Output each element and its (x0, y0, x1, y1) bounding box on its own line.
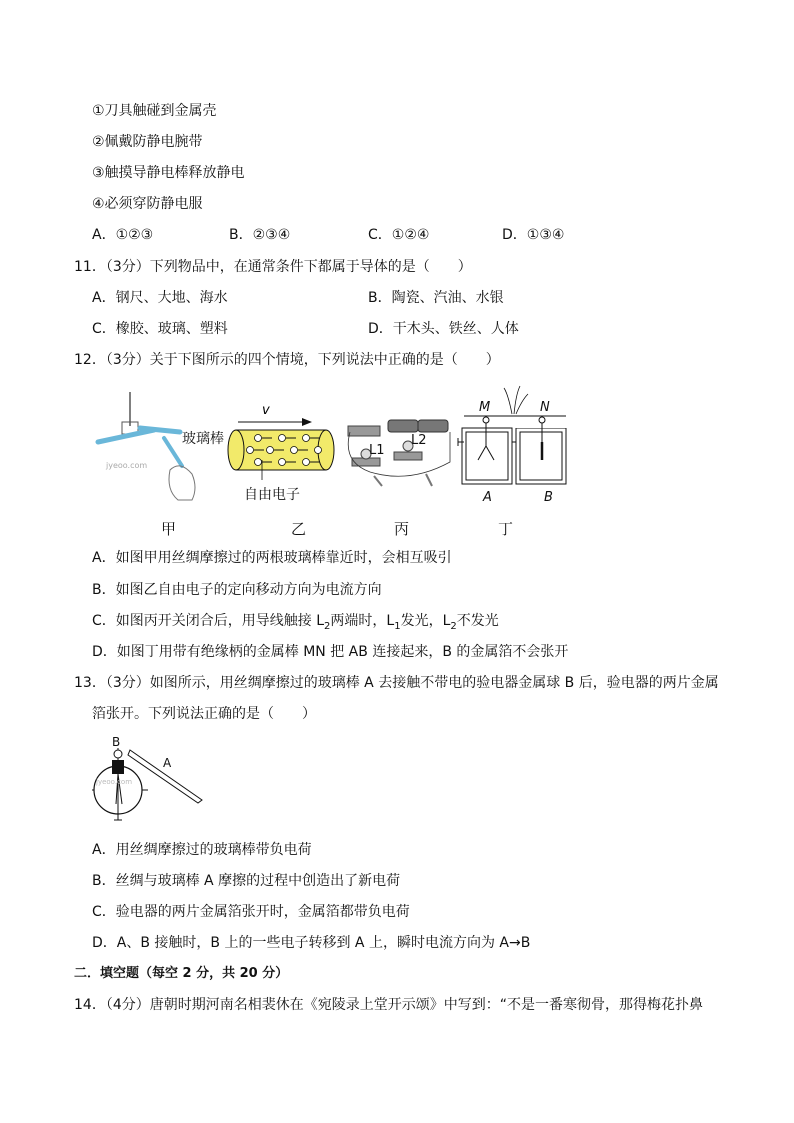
q12-figure-yi (226, 400, 340, 480)
q12-caption-yi: 乙 (291, 520, 307, 538)
q10-option-c: C．①②④ (368, 227, 430, 243)
q11-option-b: B．陶瓷、汽油、水银 (368, 290, 504, 306)
q12-ding-electroscope-b (512, 428, 572, 488)
q12-jia-watermark: jyeoo.com (106, 461, 148, 470)
q12-option-c: C．如图丙开关闭合后，用导线触接 $L_2$两端时，$L_1$发光，$L_2$不发光 (92, 613, 499, 632)
q10-item-4: ④必须穿防静电服 (92, 196, 203, 212)
q12-caption-ding: 丁 (498, 520, 514, 538)
q10-item-3: ③触摸导静电棒释放静电 (92, 165, 245, 181)
q10-item-1: ①刀具触碰到金属壳 (92, 103, 217, 119)
section2-title: 二．填空题（每空 2 分，共 20 分） (74, 966, 289, 981)
q12-ding-m-label: M (479, 400, 491, 415)
q12-bing-l1-label: L1 (369, 443, 385, 458)
q13-option-d: D．A、B 接触时，B 上的一些电子转移到 A 上，瞬时电流方向为 A→B (92, 935, 531, 951)
q12-ding-b-label: B (544, 490, 553, 505)
q12-yi-electron-label: 自由电子 (244, 487, 300, 503)
q12-option-a: A．如图甲用丝绸摩擦过的两根玻璃棒靠近时，会相互吸引 (92, 550, 452, 566)
q12-yi-v: v (262, 403, 270, 418)
q14-stem: 14．（4分）唐朝时期河南名相裴休在《宛陵录上堂开示颂》中写到：“不是一番寒彻骨，那得梅花扑鼻 (74, 997, 703, 1013)
q13-a-label: A (163, 756, 172, 770)
q11-option-d: D．干木头、铁丝、人体 (368, 321, 519, 337)
q13-option-a: A．用丝绸摩擦过的玻璃棒带负电荷 (92, 842, 312, 858)
q12-caption-jia: 甲 (161, 520, 177, 538)
q13-stem-line2: 箔张开。下列说法正确的是（ ） (92, 706, 316, 722)
q12-jia-rod-label: 玻璃棒 (182, 431, 224, 447)
q12-bing-l2-label: L2 (411, 433, 427, 448)
q12-option-b: B．如图乙自由电子的定向移动方向为电流方向 (92, 582, 382, 598)
q12-stem: 12．（3分）关于下图所示的四个情境，下列说法中正确的是（ ） (74, 352, 500, 368)
q13-figure (92, 734, 212, 824)
q13-watermark: jyeoo.com (96, 778, 133, 786)
q11-option-a: A．钢尺、大地、海水 (92, 290, 228, 306)
q12-figure-jia (92, 392, 232, 504)
q11-stem: 11．（3分）下列物品中，在通常条件下都属于导体的是（ ） (74, 259, 472, 275)
q12-ding-a-label: A (483, 490, 492, 505)
q12-figure-bing (344, 414, 454, 494)
q10-option-b: B．②③④ (229, 227, 291, 243)
q13-option-c: C．验电器的两片金属箔张开时，金属箔都带负电荷 (92, 904, 410, 920)
q13-option-b: B．丝绸与玻璃棒 A 摩擦的过程中创造出了新电荷 (92, 873, 401, 889)
q10-option-a: A．①②③ (92, 227, 154, 243)
q10-item-2: ②佩戴防静电腕带 (92, 134, 203, 150)
q13-stem-line1: 13．（3分）如图所示，用丝绸摩擦过的玻璃棒 A 去接触不带电的验电器金属球 B 后，验电器的两片金属 (74, 675, 719, 691)
q12-ding-n-label: N (540, 400, 550, 415)
q12-option-d: D．如图丁用带有绝缘柄的金属棒 MN 把 AB 连接起来，B 的金属箔不会张开 (92, 644, 569, 660)
q13-b-label: B (112, 735, 121, 749)
q10-option-d: D．①③④ (502, 227, 565, 243)
q12-caption-bing: 丙 (394, 520, 410, 538)
q11-option-c: C．橡胶、玻璃、塑料 (92, 321, 228, 337)
